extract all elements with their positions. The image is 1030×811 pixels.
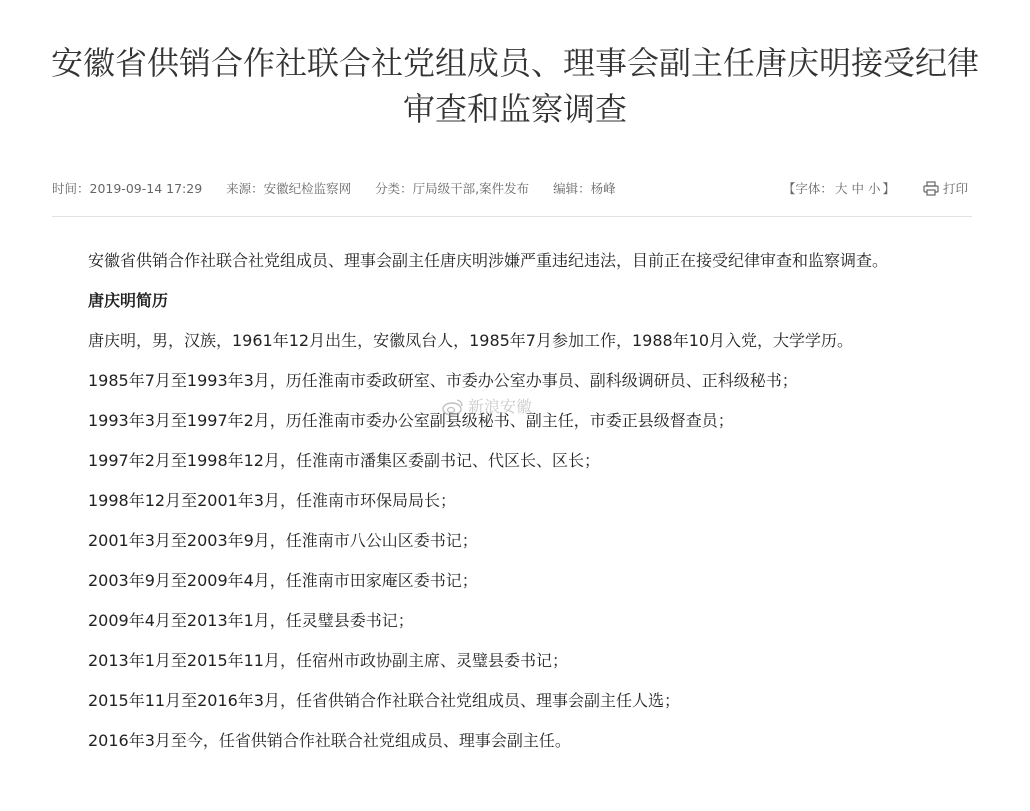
bio-item: 1993年3月至1997年2月，历任淮南市委办公室副县级秘书、副主任，市委正县级督查员； [88,411,734,430]
font-size-small-button[interactable]: 小 [867,181,881,196]
bio-item: 唐庆明，男，汉族，1961年12月出生，安徽凤台人，1985年7月参加工作，1988年10月入党，大学学历。 [88,331,854,350]
printer-icon [923,181,939,196]
bio-item: 1998年12月至2001年3月，任淮南市环保局局长； [88,491,456,510]
watermark-text: 新浪安徽 [468,397,533,416]
meta-tools [783,178,968,200]
bio-item: 2001年3月至2003年9月，任淮南市八公山区委书记； [88,531,478,550]
meta-divider [52,216,972,217]
article-title: 安徽省供销合作社联合社党组成员、理事会副主任唐庆明接受纪律审查和监察调查 [50,44,979,128]
font-size-suffix: 】 [882,181,895,196]
print-label: 打印 [942,181,968,196]
article-meta [52,178,972,200]
font-size-prefix: 【字体： [782,181,833,196]
bio-item: 2015年11月至2016年3月，任省供销合作社联合社党组成员、理事会副主任人选； [88,691,680,710]
bio-item: 2003年9月至2009年4月，任淮南市田家庵区委书记； [88,571,478,590]
article-category: 分类：厅局级干部,案件发布 [375,181,530,196]
article-editor: 编辑：杨峰 [553,181,616,196]
font-size-large-button[interactable]: 大 [834,181,848,196]
meta-info [52,178,636,200]
bio-item: 2009年4月至2013年1月，任灵璧县委书记； [88,611,414,630]
print-button[interactable] [923,181,968,196]
bio-item: 2016年3月至今，任省供销合作社联合社党组成员、理事会副主任。 [88,731,571,750]
bio-item: 2013年1月至2015年11月，任宿州市政协副主席、灵璧县委书记； [88,651,568,670]
publish-time: 时间：2019-09-14 17:29 [52,181,203,196]
lead-paragraph: 安徽省供销合作社联合社党组成员、理事会副主任唐庆明涉嫌严重违纪违法，目前正在接受纪律审查和监察调查。 [88,251,889,270]
font-size-control [783,181,895,196]
article-body [52,246,972,766]
bio-item: 1985年7月至1993年3月，历任淮南市委政研室、市委办公室办事员、副科级调研员、正科级秘书； [88,371,798,390]
article-source: 来源：安徽纪检监察网 [226,181,352,196]
font-size-medium-button[interactable]: 中 [851,181,864,196]
bio-heading: 唐庆明简历 [88,291,169,310]
bio-item: 1997年2月至1998年12月，任淮南市潘集区委副书记、代区长、区长； [88,451,600,470]
